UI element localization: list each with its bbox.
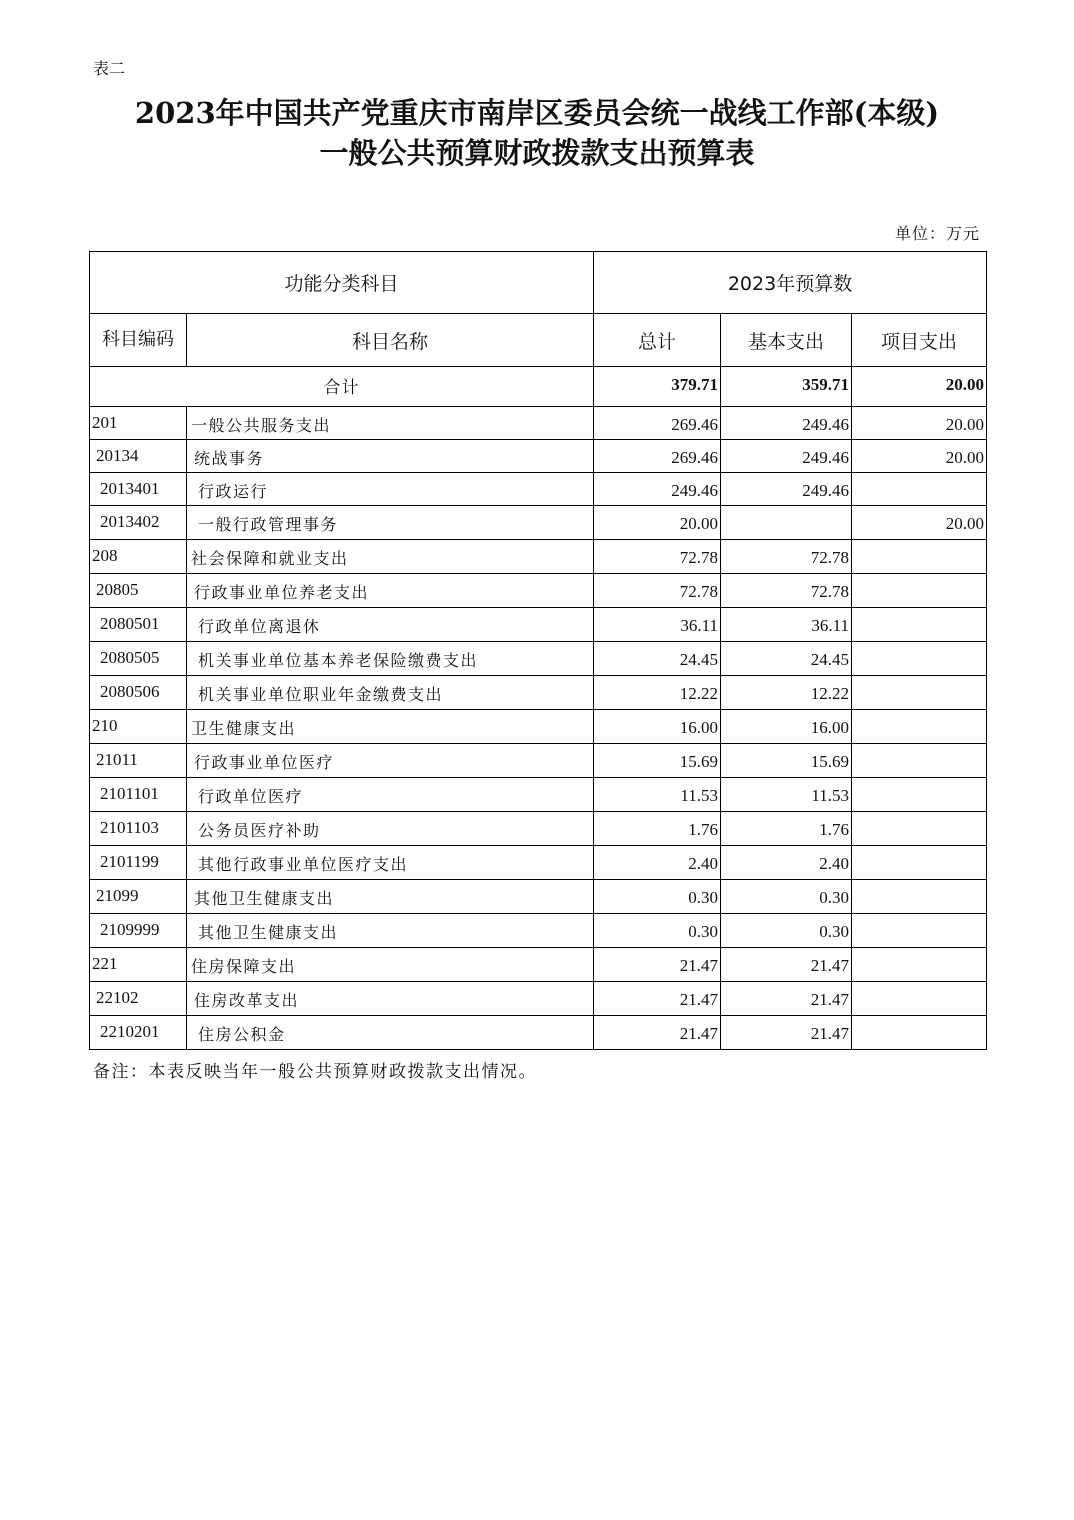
table-row [90,407,987,440]
row-basic: 16.00 [721,710,852,744]
row-code: 221 [90,948,187,982]
row-name: 其他行政事业单位医疗支出 [187,846,594,880]
row-name: 一般行政管理事务 [187,506,594,540]
footnote: 备注：本表反映当年一般公共预算财政拨款支出情况。 [93,1062,537,1082]
row-project: 20.00 [852,440,987,473]
row-total: 2.40 [594,846,721,880]
table-row [90,948,987,982]
row-project [852,574,987,608]
row-project [852,710,987,744]
row-project: 20.00 [852,407,987,440]
table-row [90,642,987,676]
table-row [90,676,987,710]
table-row [90,574,987,608]
row-total: 20.00 [594,506,721,540]
row-code: 2101103 [90,812,187,846]
row-name: 机关事业单位职业年金缴费支出 [187,676,594,710]
row-code: 208 [90,540,187,574]
row-total: 21.47 [594,982,721,1016]
table-row [90,608,987,642]
row-basic: 1.76 [721,812,852,846]
row-project [852,1016,987,1050]
row-basic: 0.30 [721,914,852,948]
row-name: 一般公共服务支出 [187,407,594,440]
row-name: 行政单位离退休 [187,608,594,642]
table-row [90,440,987,473]
row-project [852,642,987,676]
unit-label: 单位：万元 [894,224,980,243]
row-total: 72.78 [594,574,721,608]
header-project: 项目支出 [852,314,987,367]
row-basic: 72.78 [721,574,852,608]
row-code: 21099 [90,880,187,914]
row-code: 2109999 [90,914,187,948]
row-basic [721,506,852,540]
row-basic: 21.47 [721,1016,852,1050]
header-function-classification: 功能分类科目 [90,252,594,314]
row-basic: 21.47 [721,948,852,982]
row-name: 住房改革支出 [187,982,594,1016]
table-row [90,1016,987,1050]
table-row [90,982,987,1016]
row-total: 269.46 [594,407,721,440]
row-project [852,540,987,574]
row-project [852,778,987,812]
row-basic: 24.45 [721,642,852,676]
header-total: 总计 [594,314,721,367]
row-name: 住房保障支出 [187,948,594,982]
row-code: 20134 [90,440,187,473]
row-name: 行政事业单位养老支出 [187,574,594,608]
row-basic: 249.46 [721,440,852,473]
total-basic: 359.71 [721,367,852,407]
row-code: 2013401 [90,473,187,506]
row-name: 行政单位医疗 [187,778,594,812]
row-name: 住房公积金 [187,1016,594,1050]
table-row [90,506,987,540]
row-project [852,744,987,778]
budget-table [89,251,987,1050]
row-project [852,914,987,948]
row-total: 21.47 [594,1016,721,1050]
row-project [852,948,987,982]
row-code: 2080505 [90,642,187,676]
row-total: 15.69 [594,744,721,778]
header-name: 科目名称 [187,314,594,367]
row-project: 20.00 [852,506,987,540]
row-basic: 15.69 [721,744,852,778]
row-code: 22102 [90,982,187,1016]
row-total: 72.78 [594,540,721,574]
row-total: 0.30 [594,914,721,948]
table-row [90,473,987,506]
header-budget-year: 2023年预算数 [594,252,987,314]
row-name: 社会保障和就业支出 [187,540,594,574]
row-total: 21.47 [594,948,721,982]
row-total: 11.53 [594,778,721,812]
table-row [90,846,987,880]
row-code: 2013402 [90,506,187,540]
row-name: 其他卫生健康支出 [187,880,594,914]
row-basic: 21.47 [721,982,852,1016]
row-name: 卫生健康支出 [187,710,594,744]
total-sum: 379.71 [594,367,721,407]
row-total: 36.11 [594,608,721,642]
table-row [90,710,987,744]
row-name: 行政运行 [187,473,594,506]
row-name: 机关事业单位基本养老保险缴费支出 [187,642,594,676]
row-total: 16.00 [594,710,721,744]
row-code: 2101101 [90,778,187,812]
row-basic: 2.40 [721,846,852,880]
row-code: 201 [90,407,187,440]
page-subtitle: 一般公共预算财政拨款支出预算表 [319,136,755,170]
row-name: 行政事业单位医疗 [187,744,594,778]
row-code: 21011 [90,744,187,778]
row-project [852,982,987,1016]
row-code: 2080506 [90,676,187,710]
row-code: 2080501 [90,608,187,642]
row-total: 24.45 [594,642,721,676]
row-basic: 12.22 [721,676,852,710]
row-name: 公务员医疗补助 [187,812,594,846]
table-row [90,812,987,846]
row-total: 0.30 [594,880,721,914]
table-label: 表二 [93,59,126,78]
row-project [852,812,987,846]
table-row [90,880,987,914]
table-row [90,914,987,948]
total-row [90,367,987,407]
row-project [852,473,987,506]
header-code: 科目编码 [90,314,187,367]
header-basic: 基本支出 [721,314,852,367]
row-total: 249.46 [594,473,721,506]
row-code: 210 [90,710,187,744]
row-basic: 11.53 [721,778,852,812]
row-basic: 72.78 [721,540,852,574]
table-row [90,540,987,574]
row-project [852,846,987,880]
row-total: 1.76 [594,812,721,846]
row-project [852,880,987,914]
row-total: 269.46 [594,440,721,473]
row-basic: 36.11 [721,608,852,642]
row-total: 12.22 [594,676,721,710]
table-row [90,778,987,812]
table-row [90,744,987,778]
row-project [852,676,987,710]
row-code: 2101199 [90,846,187,880]
page-title: 2023年中国共产党重庆市南岸区委员会统一战线工作部(本级) [134,96,940,130]
total-project: 20.00 [852,367,987,407]
row-code: 2210201 [90,1016,187,1050]
header-row-group [90,252,987,314]
row-basic: 249.46 [721,473,852,506]
row-code: 20805 [90,574,187,608]
row-basic: 249.46 [721,407,852,440]
row-name: 其他卫生健康支出 [187,914,594,948]
total-label: 合计 [90,367,594,407]
row-basic: 0.30 [721,880,852,914]
row-project [852,608,987,642]
row-name: 统战事务 [187,440,594,473]
header-row-columns [90,314,987,367]
